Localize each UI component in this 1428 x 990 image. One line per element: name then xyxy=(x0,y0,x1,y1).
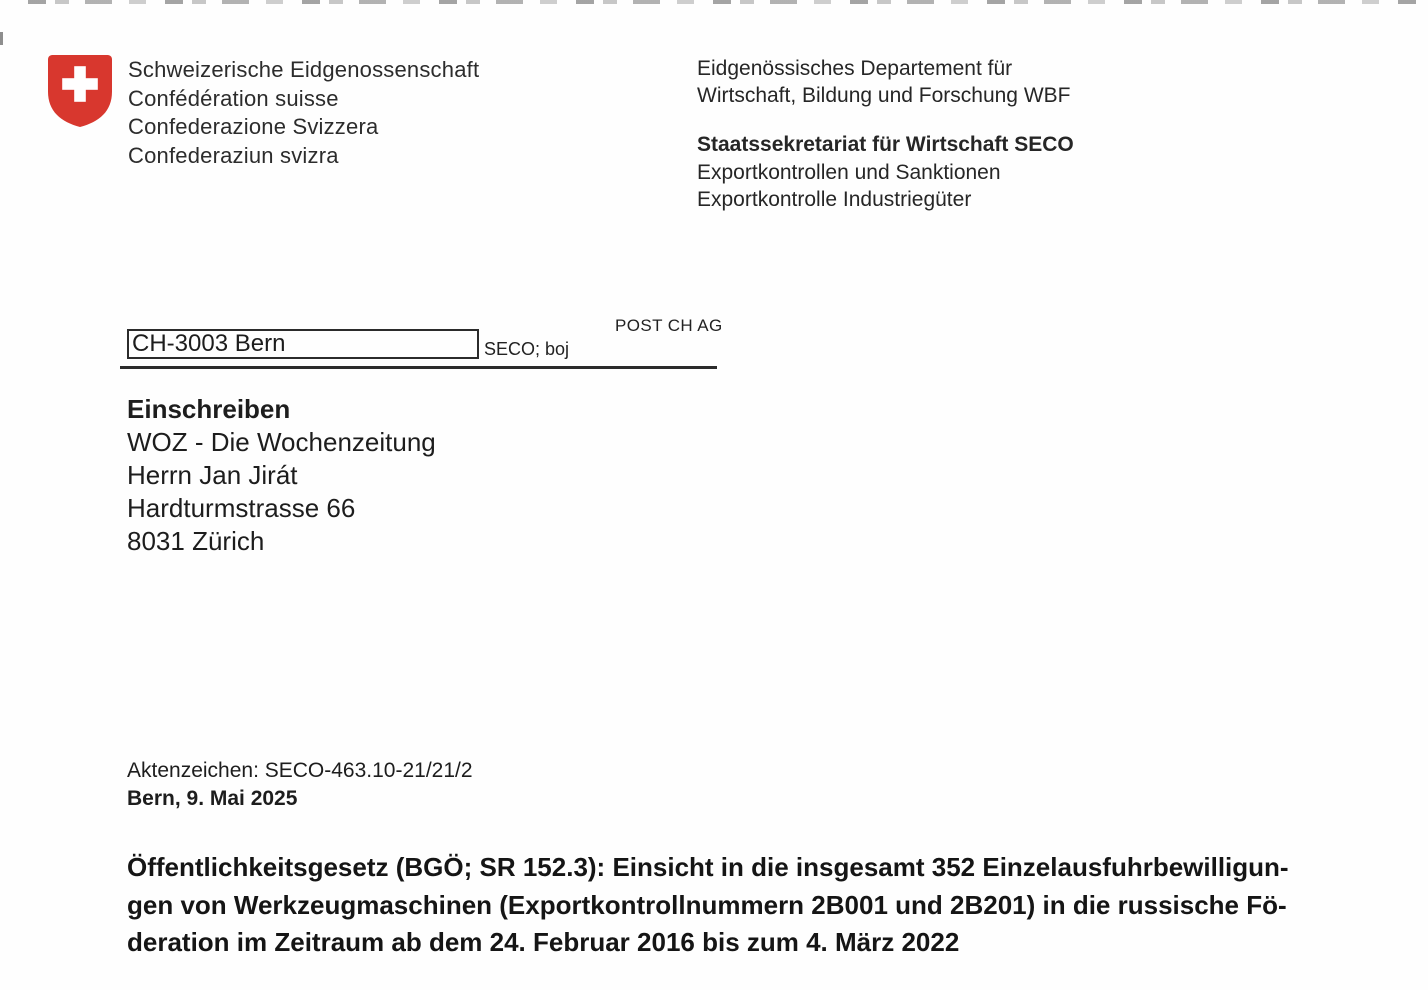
delivery-method: Einschreiben xyxy=(127,394,291,424)
office-name: Staatssekretariat für Wirtschaft SECO xyxy=(697,133,1074,156)
office-unit-1: Exportkontrollen und Sanktionen xyxy=(697,160,1001,184)
return-address: CH-3003 Bern xyxy=(132,330,286,357)
subject-line-3: deration im Zeitraum ab dem 24. Februar 2016 bis zum 4. März 2022 xyxy=(127,927,960,957)
office-block xyxy=(697,131,1074,214)
swiss-coat-of-arms-icon xyxy=(48,55,112,127)
department-block xyxy=(697,55,1074,214)
confederation-name-rm: Confederaziun svizra xyxy=(128,142,339,168)
swiss-cross-horizontal xyxy=(62,78,98,90)
department-line-2: Wirtschaft, Bildung und Forschung WBF xyxy=(697,84,1071,107)
confederation-name-it: Confederazione Svizzera xyxy=(128,114,379,139)
office-unit-2: Exportkontrolle Industriegüter xyxy=(697,188,972,211)
subject-block xyxy=(127,849,1367,962)
recipient-address-block xyxy=(127,393,436,558)
file-number: Aktenzeichen: SECO-463.10-21/21/2 xyxy=(127,759,473,782)
subject-line-1: Öffentlichkeitsgesetz (BGÖ; SR 152.3): Einsicht in die insgesamt 352 Einzelausfuhrbewilligun- xyxy=(127,852,1289,882)
department-line-1: Eidgenössisches Departement für xyxy=(697,57,1013,80)
recipient-city: 8031 Zürich xyxy=(127,526,265,556)
recipient-person: Herrn Jan Jirát xyxy=(127,460,298,490)
subject-line-2: gen von Werkzeugmaschinen (Exportkontrollnummern 2B001 und 2B201) in die russische Fö- xyxy=(127,889,1287,920)
reference-block xyxy=(127,757,473,812)
recipient-street: Hardturmstrasse 66 xyxy=(127,493,356,523)
scan-noise-specks xyxy=(0,0,2,2)
return-address-box xyxy=(127,329,479,359)
place-and-date: Bern, 9. Mai 2025 xyxy=(127,786,298,810)
confederation-names-block xyxy=(128,56,479,170)
recipient-organization: WOZ - Die Wochenzeitung xyxy=(127,427,436,457)
confederation-name-de: Schweizerische Eidgenossenschaft xyxy=(128,57,480,82)
scan-artifact-top-edge xyxy=(28,0,1422,4)
postal-carrier: POST CH AG xyxy=(615,316,723,335)
address-window-rule xyxy=(120,366,717,369)
confederation-name-fr: Confédération suisse xyxy=(128,85,339,111)
sender-reference: SECO; boj xyxy=(484,339,570,359)
scan-artifact-left-edge xyxy=(0,32,3,45)
